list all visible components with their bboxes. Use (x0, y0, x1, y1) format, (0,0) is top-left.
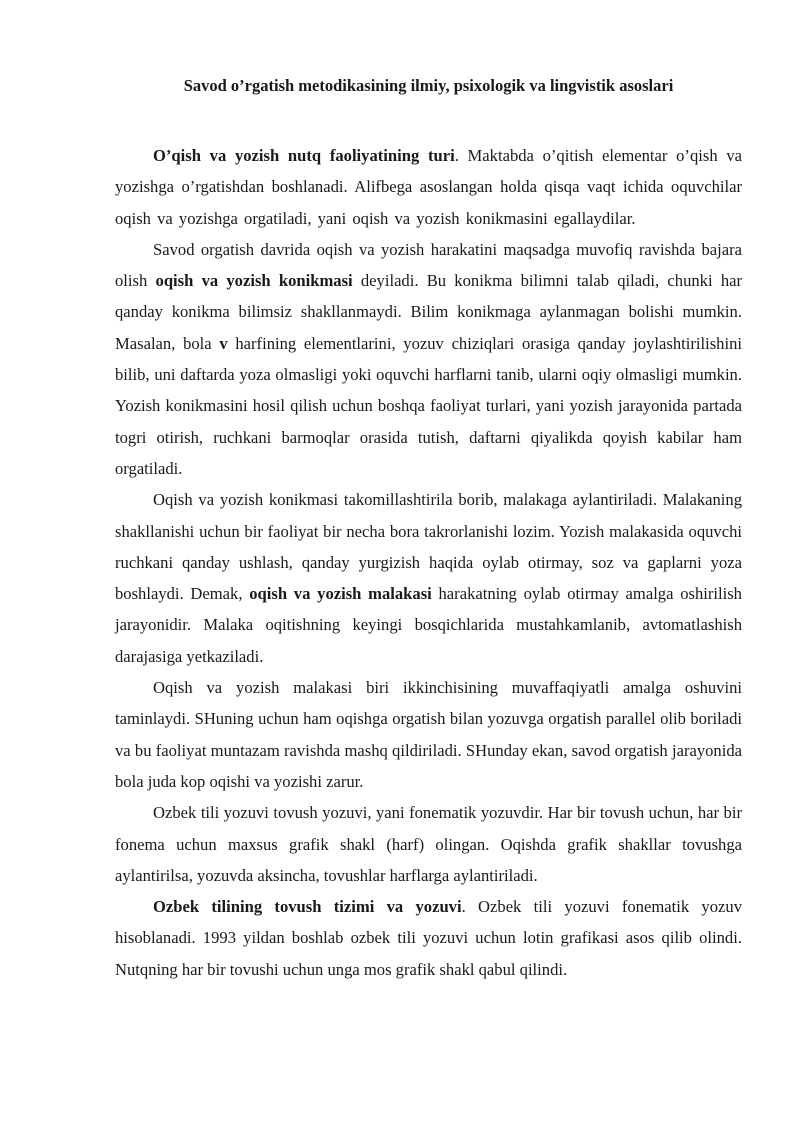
paragraph-2-letter: v (219, 333, 228, 353)
paragraph-5: Ozbek tili yozuvi tovush yozuvi, yani fonematik yozuvdir. Har bir tovush uchun, har bir fonema uchun maxsus grafik shakl (harf) olingan. Oqishda grafik shakllar tovushga aylantirilsa, yozuvda aksincha, tovushlar harflarga aylantiriladi. (115, 803, 742, 885)
paragraph-3 (115, 484, 742, 672)
paragraph-2 (115, 234, 742, 484)
paragraph-4: Oqish va yozish malakasi biri ikkinchisining muvaffaqiyatli amalga oshuvini taminlaydi. SHuning uchun ham oqishga orgatish bilan yozuvga orgatish parallel olib boriladi va bu faoliyat muntazam ravishda mashq qildiriladi. SHunday ekan, savod orgatish jarayonida bola juda kop oqishi va yozishi zarur. (115, 678, 742, 791)
paragraph-3-text-a: Oqish va yozish konikmasi takomillashtirila borib, malakaga aylantiriladi. Malakaning shakllanishi uchun bir faoliyat bir necha bora takrorlanishi lozim. Yozish malakasida oquvchi ruchkani qanday ushlash, qanday yurgizish haqida oylab otirmay, soz va gaplarni yoza boshlaydi. Demak, (115, 490, 742, 604)
paragraph-2-text-a: Savod orgatish davrida oqish va yozish harakatini maqsadga muvofiq ravishda bajara olish (115, 239, 742, 291)
paragraph-2-text-c: harfining elementlarini, yozuv chiziqlari orasiga qanday joylashtirilishini bilib, uni daftarda yoza olmasligi yoki oquvchi harflarni tanib, ularni oqiy olmasligi mumkin. Yozish konikmasini hosil qilish uchun boshqa faoliyat turlari, yani yozish jarayonida partada togri otirish, ruchkani barmoqlar orasida tutish, daftarni qiyalikda qoyish kabilar ham orgatiladi. (115, 333, 742, 478)
document-page (115, 74, 742, 985)
document-title: Savod o’rgatish metodikasining ilmiy, psixologik va lingvistik asoslari (183, 76, 674, 95)
paragraph-2-term: oqish va yozish konikmasi (155, 271, 353, 291)
paragraph-1 (115, 140, 742, 234)
paragraph-3-text-b: harakatning oylab otirmay amalga oshirilish jarayonidir. Malaka oqitishning keyingi bosqichlarida mustahkamlanib, avtomatlashish darajasiga yetkaziladi. (115, 584, 742, 666)
paragraph-6 (115, 891, 742, 985)
paragraph-1-heading: O’qish va yozish nutq faoliyatining turi (153, 146, 455, 165)
paragraph-6-heading: Ozbek tilining tovush tizimi va yozuvi (153, 897, 462, 917)
paragraph-1-text: . Maktabda o’qitish elementar o’qish va yozishga o’rgatishdan boshlanadi. Alifbega asoslangan holda qisqa vaqt ichida oquvchilar oqish va yozishga orgatiladi, yani oqish va yozish konikmasini egallaydilar. (115, 146, 742, 228)
paragraph-3-term: oqish va yozish malakasi (249, 584, 432, 604)
paragraph-6-text: . Ozbek tili yozuvi fonematik yozuv hisoblanadi. 1993 yildan boshlab ozbek tili yozuvi uchun lotin grafikasi asos qilib olindi. Nutqning har bir tovushi uchun unga mos grafik shakl qabul qilindi. (115, 897, 742, 979)
paragraph-2-text-b: deyiladi. Bu konikma bilimni talab qiladi, chunki har qanday konikma bilimsiz shakllanmaydi. Bilim konikmaga aylanmagan bolishi mumkin. Masalan, bola (115, 271, 743, 353)
